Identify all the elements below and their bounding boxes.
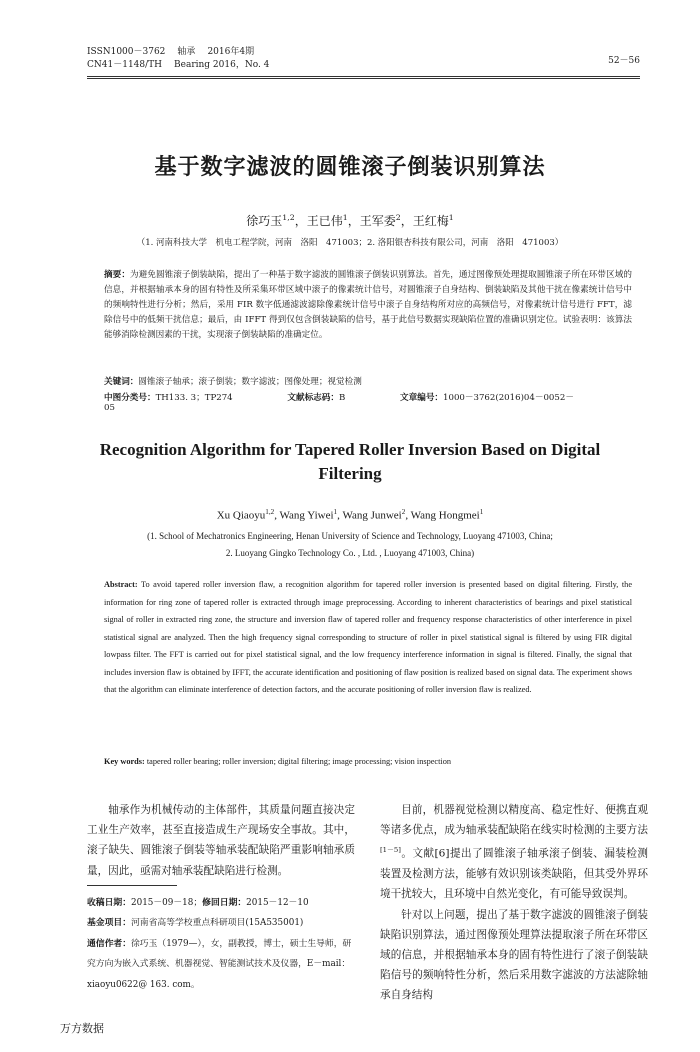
body-text: 。文献[6]提出了圆锥滚子轴承滚子倒装、漏装检测装置及检测方法，能够有效识别该类缺陷，但其受外界环境干扰较大，且环境中自然光变化，有可能导致误判。: [380, 847, 648, 901]
cn-number: CN41－1148/TH: [87, 60, 163, 70]
clc-value: TH133. 3；TP274: [155, 393, 233, 403]
keywords-cn: [104, 375, 632, 387]
author-name: 王军委: [359, 214, 396, 228]
received-label: 收稿日期：: [87, 898, 131, 908]
classification-cn: [104, 391, 632, 413]
doc-code-value: B: [338, 393, 346, 403]
clc-label: 中图分类号：: [104, 393, 156, 403]
author-name: Wang Junwei: [342, 509, 402, 522]
fund-text: 河南省高等学校重点科研项目(15A535001): [131, 918, 304, 929]
doc-code-label: 文献标志码：: [287, 393, 339, 403]
keywords-label: 关键词：: [104, 377, 139, 387]
author-sup: 1: [448, 213, 454, 222]
abstract-label-en: Abstract:: [104, 580, 138, 589]
affiliation-cn: （1. 河南科技大学 机电工程学院，河南 洛阳 471003；2. 洛阳银杏科技有限公司，河南 洛阳 471003）: [136, 238, 564, 248]
affiliation-line: 2. Luoyang Gingko Technology Co. , Ltd. , Luoyang 471003, China): [225, 548, 475, 558]
title-en: Recognition Algorithm for Tapered Roller Inversion Based on Digital Filtering: [99, 440, 601, 483]
year-issue-cn: 2016年4期: [207, 47, 255, 57]
issn: ISSN1000－3762: [87, 47, 166, 57]
authors-en: Xu Qiaoyu$^{1,2}$, Wang Yiwei$^1$, Wang Junwei$^2$, Wang Hongmei$^1$: [216, 508, 484, 522]
author-sup: 1: [479, 508, 484, 516]
author-name: Wang Hongmei: [410, 509, 480, 522]
footnote-rule: [87, 885, 177, 886]
citation-ref: [1－5]: [380, 846, 401, 855]
revised-label: 修回日期：: [202, 898, 247, 908]
body-text: 目前，机器视觉检测以精度高、稳定性好、便携直观等诸多优点，成为轴承装配缺陷在线实时检测的主要方法: [380, 804, 648, 837]
footnote-author: [87, 934, 355, 995]
abstract-label: 摘要：: [104, 270, 130, 280]
keywords-text-en: tapered roller bearing; roller inversion; digital filtering; image processing; vision inspection: [146, 757, 452, 766]
affiliation-line: (1. School of Mechatronics Engineering, Henan University of Science and Technology, Luoyang 471003, China;: [147, 531, 553, 541]
header-rule-2: [87, 78, 640, 79]
body-paragraph: 轴承作为机械传动的主体部件，其质量问题直接决定工业生产效率，甚至直接造成生产现场安全事故。其中，滚子缺失、圆锥滚子倒装等轴承装配缺陷严重影响轴承质量，因此，亟需对轴承装配缺陷进行检测。: [87, 804, 355, 877]
author-name: Wang Yiwei: [279, 509, 334, 522]
title-cn: 基于数字滤波的圆锥滚子倒装识别算法: [154, 155, 546, 180]
revised-date: 2015－12－10: [246, 898, 309, 908]
article-no-value: 1000－3762(2016)04－0052－05: [104, 393, 574, 413]
author-sup: 1: [333, 508, 338, 516]
watermark-footer: 万方数据: [60, 1022, 104, 1035]
abstract-text: 为避免圆锥滚子倒装缺陷，提出了一种基于数字滤波的圆锥滚子倒装识别算法。首先，通过图像预处理提取圆锥滚子所在环带区域的信息，并根据轴承本身的固有特性及所采集环带区域中滚子的像素统计信号，对圆锥滚子自身结构、倒装缺陷及其他干扰在像素统计信号中的频响特性进行分析；然后，采用 FIR 数字低通滤波滤除像素统计信号中滚子自身结构所对应的高频信号，对像素统计信号进行 FFT，滤除信号中的低频干扰信息；最后，由 IFFT 得到仅包含倒装缺陷的信号，基于此信号数据实现缺陷位置的准确识别定位。试验表明：该算法能够消除检测因素的干扰，实现滚子倒装缺陷的准确定位。: [104, 270, 632, 340]
abstract-text-en: To avoid tapered roller inversion flaw, a recognition algorithm for tapered roller inversion is presented based on digital filtering. Firstly, the information for ring zone of tapered roller is extracted through image preprocessing. According to inherent characteristics of bearings and pixel statistical signal of roller in extracted ring zone, the structure and inversion flaw of tapered roller and frequency response characteristics of other interference in pixel statistical signal are analyzed. Then the high frequency signal corresponding to structure of roller in pixel statistical signal is filtered by using FIR digital lowpass filter. The FFT is carried out for pixel statistical signal, and the low frequency interference information in signal is filtered. Finally, the signal that includes inversion flaw is obtained by IFFT, the accurate identification and positioning of flaw position is realized based on signal data. The experiment shows that the algorithm can eliminate interference of detection factors, and the accurate positioning of roller inversion flaw is realized.: [104, 580, 632, 694]
author-sup: 1: [342, 213, 348, 222]
author-name: 王已伟: [306, 214, 343, 228]
author-sup: 2: [395, 213, 401, 222]
footnote-fund: [87, 913, 355, 933]
article-no-label: 文章编号：: [400, 393, 444, 403]
abstract-cn: [104, 268, 632, 343]
body-right-column: [380, 800, 648, 1006]
body-paragraph: 针对以上问题，提出了基于数字滤波的圆锥滚子倒装缺陷识别算法，通过图像预处理算法提取滚子所在环带区域的信息，并根据轴承本身的固有特性进行了滚子倒装缺陷信号的频响特性分析，然后采用数字滤波的方法滤除轴承自身结构: [380, 908, 648, 1002]
keywords-label-en: Key words:: [104, 757, 145, 766]
header-rule: [87, 76, 640, 77]
author-sup: 1,2: [265, 508, 275, 516]
authors-cn: 徐巧玉$^{1,2}$，王已伟$^1$，王军委$^2$，王红梅$^1$: [246, 213, 454, 228]
journal-name-cn: 轴承: [177, 47, 196, 57]
keywords-en: [104, 757, 632, 766]
footnote-dates: [87, 893, 355, 913]
keywords-text: 圆锥滚子轴承；滚子倒装；数字滤波；图像处理；视觉检测: [138, 377, 362, 387]
affiliation-en: [90, 528, 610, 562]
body-left-column: [87, 800, 355, 881]
author-sup: 1,2: [282, 213, 295, 222]
page-range: 52－56: [608, 56, 640, 66]
author-info-label: 通信作者：: [87, 938, 131, 949]
author-sup: 2: [401, 508, 406, 516]
received-date: 2015－09－18；: [131, 898, 203, 908]
fund-label: 基金项目：: [87, 918, 131, 929]
author-name: 王红梅: [412, 214, 449, 228]
footnotes: [87, 893, 355, 995]
author-info-text: 徐巧玉（1979—），女，副教授，博士，硕士生导师，研究方向为嵌入式系统、机器视觉、智能测试技术及仪器，E－mail：xiaoyu0622@ 163. com。: [87, 938, 352, 990]
journal-name-en: Bearing 2016，No. 4: [174, 60, 270, 70]
body-paragraph: [380, 800, 648, 905]
journal-header: [87, 46, 281, 72]
author-name: 徐巧玉: [246, 214, 283, 228]
author-name: Xu Qiaoyu: [216, 509, 266, 522]
abstract-en: [104, 576, 632, 699]
